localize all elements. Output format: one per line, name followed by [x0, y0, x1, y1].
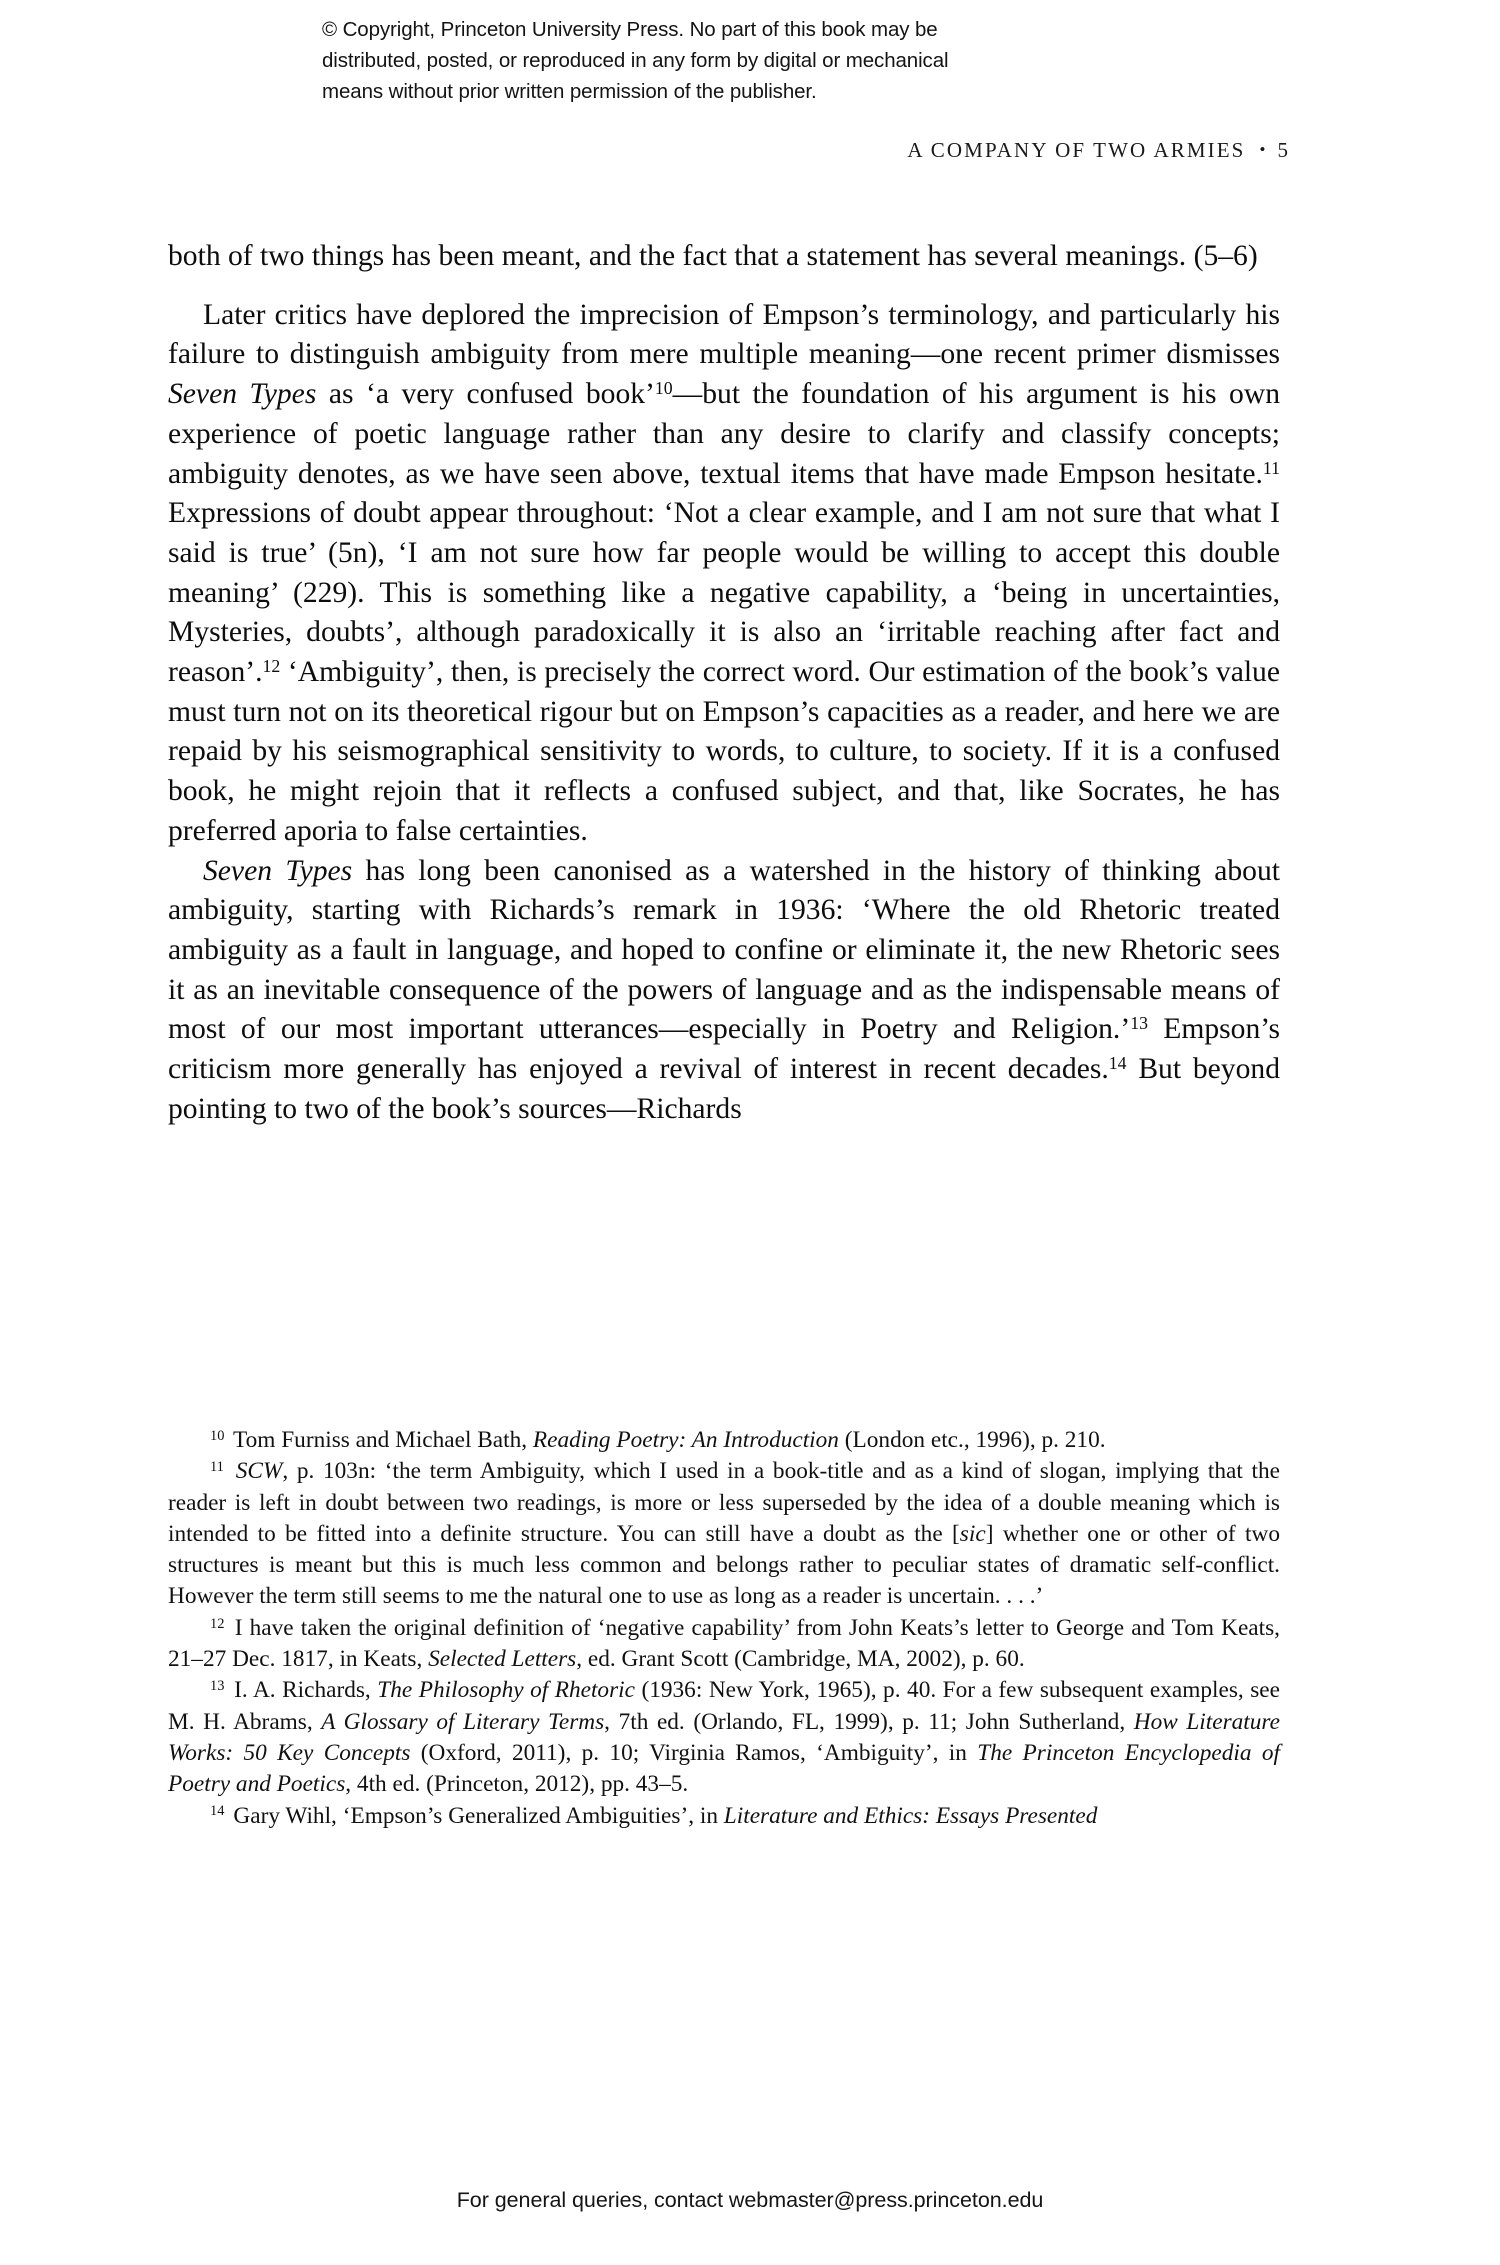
text-run: both of two things has been meant, and the fact that a statement has several meanings. (5–6) — [168, 240, 1258, 272]
text-run: Gary Wihl, ‘Empson’s Generalized Ambiguities’, in — [227, 1802, 724, 1829]
copyright-line: © Copyright, Princeton University Press. No part of this book may be — [322, 18, 938, 41]
footnote-number: 10 — [210, 1427, 225, 1444]
text-run: But beyond pointing to two of the book’s sources—Richards — [168, 1053, 1280, 1125]
text-run: as ‘a very confused book’ — [316, 378, 655, 411]
footnote-number: 12 — [210, 1615, 225, 1632]
italic-text: sic — [959, 1520, 986, 1547]
text-run: I have taken the original definition of ‘negative capability’ from John Keats’s letter to George and Tom Keats, 21–27 Dec. 1817, in Keats, — [168, 1614, 1280, 1673]
body-paragraph — [168, 237, 1280, 277]
italic-text: SCW — [235, 1458, 283, 1485]
italic-text: Literature and Ethics: Essays Presented — [723, 1802, 1098, 1829]
text-run: Tom Furniss and Michael Bath, — [227, 1427, 533, 1453]
copyright-line: distributed, posted, or reproduced in any form by digital or mechanical — [322, 49, 949, 72]
italic-text: Selected Letters — [428, 1646, 577, 1673]
text-run: , 4th ed. (Princeton, 2012), pp. 43–5. — [345, 1771, 689, 1798]
italic-text: The Philosophy of Rhetoric — [377, 1677, 635, 1704]
text-run: (1936: New York, 1965), p. 40. For a few subsequent examples, see M. H. Abrams, — [168, 1677, 1280, 1735]
text-run: ‘Ambiguity’, then, is precisely the correct word. Our estimation of the book’s value must turn not on its theoretical rigour but on Empson’s capacities as a reader, and here we are repaid by his seismographical sensitivity to words, to culture, to society. If it is a confused book, he might rejoin that it reflects a confused subject, and that, like Socrates, he has preferred aporia to false certainties. — [168, 656, 1280, 847]
italic-text: How Literature Works: 50 Key Concepts — [168, 1708, 1280, 1766]
italic-text: A Glossary of Literary Terms — [321, 1708, 605, 1735]
italic-text: The Princeton Encyclopedia of Poetry and Poetics — [168, 1739, 1281, 1798]
footnote-entry — [168, 1675, 1280, 1800]
text-run: (London etc., 1996), p. 210. — [838, 1427, 1106, 1453]
footnote-marker: 14 — [1108, 1052, 1127, 1073]
footnote-number: 11 — [210, 1459, 224, 1476]
body-paragraph — [168, 296, 1280, 852]
page-footer: For general queries, contact webmaster@press.princeton.edu — [456, 2188, 1044, 2212]
text-run: I. A. Richards, — [227, 1677, 378, 1704]
copyright-line: means without prior written permission of the publisher. — [322, 80, 817, 103]
text-run: Empson’s criticism more generally has enjoyed a revival of interest in recent decades. — [168, 1013, 1281, 1086]
text-run: —but the foundation of his argument is his own experience of poetic language rather than any desire to clarify and classify concepts; ambiguity denotes, as we have seen above, textual items that have made Empson hesitate. — [168, 378, 1281, 490]
text-run: (Oxford, 2011), p. 10; Virginia Ramos, ‘Ambiguity’, in — [410, 1739, 978, 1766]
footnote-entry — [168, 1425, 1280, 1456]
italic-text: Reading Poetry: An Introduction — [532, 1427, 839, 1453]
footnote-marker: 13 — [1130, 1013, 1148, 1034]
footnote-number: 14 — [210, 1803, 225, 1820]
text-run — [227, 1458, 236, 1484]
text-run: , p. 103n: ‘the term Ambiguity, which I used in a book-title and as a kind of slogan, implying that the reader is left in doubt between two readings, is more or less superseded by the idea of a double meaning which is intended to be fitted into a definite structure. You can still have a doubt as the [ — [168, 1458, 1280, 1547]
footnote-block — [168, 1425, 1280, 1832]
footnote-entry — [168, 1456, 1280, 1612]
text-run: , ed. Grant Scott (Cambridge, MA, 2002), p. 60. — [576, 1646, 1025, 1673]
copyright-notice — [322, 14, 1182, 107]
footnote-marker: 10 — [654, 377, 673, 398]
italic-text: Seven Types — [203, 854, 353, 887]
body-text — [168, 237, 1280, 1129]
page-number: 5 — [1277, 138, 1288, 162]
text-run: Later critics have deplored the imprecision of Empson’s terminology, and particularly his failure to distinguish ambiguity from mere multiple meaning—one recent primer dismisses — [168, 298, 1280, 371]
running-header-title: A COMPANY OF TWO ARMIES — [907, 138, 1246, 162]
running-header — [907, 138, 1288, 163]
footnote-number: 13 — [210, 1678, 225, 1695]
text-run: ] whether one or other of two structures is meant but this is much less common and belongs rather to peculiar states of dramatic self-conflict. However the term still seems to me the natural one to use as long as a reader is uncertain. . . .’ — [168, 1520, 1280, 1610]
text-run: Expressions of doubt appear throughout: ‘Not a clear example, and I am not sure that what I said is true’ (5n), ‘I am not sure how far people would be willing to accept this double meaning’ (229). This is something like a negative capability, a ‘being in uncertainties, Mysteries, doubts’, although paradoxically it is also an ‘irritable reaching after fact and reason’. — [168, 497, 1280, 689]
footnote-marker: 12 — [262, 655, 281, 676]
footnote-entry — [168, 1801, 1280, 1832]
footnote-marker: 11 — [1262, 457, 1280, 478]
text-run: , 7th ed. (Orlando, FL, 1999), p. 11; John Sutherland, — [604, 1708, 1134, 1735]
bullet-separator-icon: • — [1259, 140, 1268, 159]
italic-text: Seven Types — [168, 378, 317, 411]
text-run: has long been canonised as a watershed in the history of thinking about ambiguity, starting with Richards’s remark in 1936: ‘Where the old Rhetoric treated ambiguity as a fault in language, and hoped to confine or eliminate it, the new Rhetoric sees it as an inevitable consequence of the powers of language and as the indispensable means of most of our most important utterances—especially in Poetry and Religion.’ — [168, 854, 1280, 1046]
body-paragraph — [168, 852, 1280, 1130]
footnote-entry — [168, 1613, 1280, 1676]
